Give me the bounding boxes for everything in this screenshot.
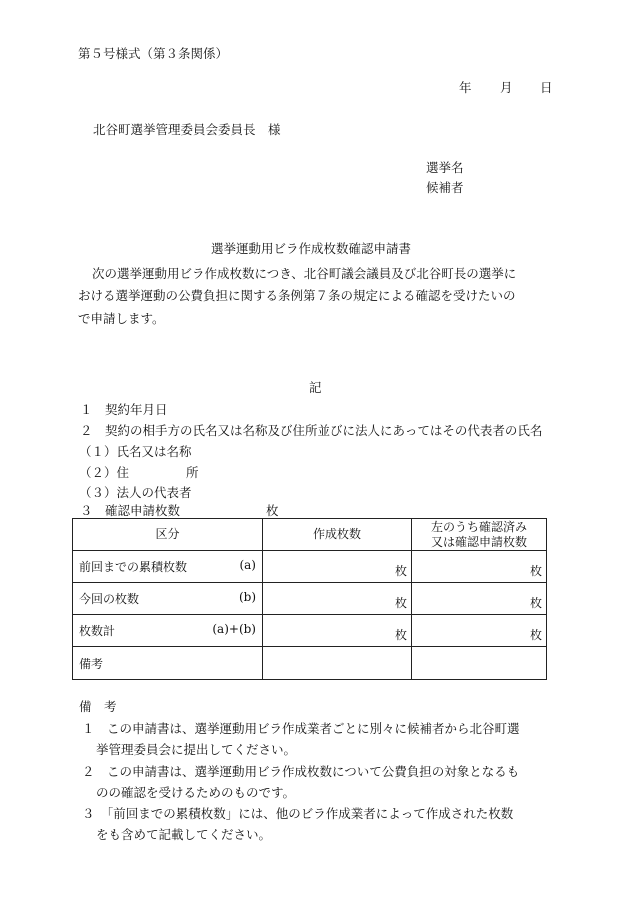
created-count-cell[interactable] [263,551,412,583]
date-day: 日 [540,80,553,95]
row-code: (a) [239,558,256,572]
remarks-cell[interactable] [412,647,547,680]
table-row [73,615,547,647]
table-header-row [73,519,547,551]
created-count-cell[interactable] [263,583,412,615]
unit-label: 枚 [529,628,542,642]
ki-heading: 記 [309,380,322,395]
date-year: 年 [459,80,472,95]
row-label-cell [73,615,263,647]
unit-label: 枚 [529,564,542,578]
note-2: ２ この申請書は、選挙運動用ビラ作成枚数について公費負担の対象となるも [82,764,520,779]
addressee: 北谷町選挙管理委員会委員長 様 [93,122,281,137]
item-contract-date: １ 契約年月日 [80,402,168,417]
unit-label: 枚 [394,564,407,578]
item-requested-count-unit: 枚 [266,503,279,518]
note-1: １ この申請書は、選挙運動用ビラ作成業者ごとに別々に候補者から北谷町選 [82,721,520,736]
sub-item-address [79,467,129,480]
candidate-label: 候補者 [426,180,464,195]
table-row [73,583,547,615]
sub-item-address-a: （２）住 [79,465,130,480]
header-created: 作成枚数 [263,519,412,551]
confirmed-count-cell[interactable] [412,551,547,583]
row-code: (b) [238,590,256,604]
row-label: 前回までの累積枚数 [79,560,188,574]
remarks-label: 備考 [73,647,263,680]
table-row [73,551,547,583]
row-code: (a)+(b) [212,622,256,636]
date-month: 月 [500,80,513,95]
remarks-row [73,647,547,680]
row-label-cell [73,583,263,615]
note-1-cont: 挙管理委員会に提出してください。 [96,742,297,757]
note-3: ３ 「前回までの累積枚数」には、他のビラ作成業者によって作成された枚数 [82,806,514,821]
confirmed-count-cell[interactable] [412,583,547,615]
body-line: おける選挙運動の公費負担に関する条例第７条の規定による確認を受けたいの [78,288,516,303]
sub-item-address-b: 所 [186,465,199,480]
notes-heading: 備 考 [79,699,117,714]
sub-item-representative: （３）法人の代表者 [79,485,192,500]
row-label-cell [73,551,263,583]
header-confirmed [412,519,547,551]
note-3-cont: をも含めて記載してください。 [96,827,272,842]
remarks-cell[interactable] [263,647,412,680]
created-count-cell[interactable] [263,615,412,647]
header-confirmed-line1: 左のうち確認済み [430,519,527,534]
note-2-cont: のの確認を受けるためのものです。 [96,785,296,800]
document-title: 選挙運動用ビラ作成枚数確認申請書 [211,241,412,256]
unit-label: 枚 [394,596,407,610]
body-line: 次の選挙運動用ビラ作成枚数につき、北谷町議会議員及び北谷町長の選挙に [92,266,517,281]
header-category: 区分 [73,519,263,551]
header-confirmed-line2: 又は確認申請枚数 [430,534,527,549]
form-number: 第５号様式（第３条関係） [78,46,229,61]
count-table [72,518,547,680]
item-contractor: ２ 契約の相手方の氏名又は名称及び住所並びに法人にあってはその代表者の氏名 [80,423,543,438]
unit-label: 枚 [529,596,542,610]
unit-label: 枚 [394,628,407,642]
body-line: で申請します。 [78,311,165,326]
confirmed-count-cell[interactable] [412,615,547,647]
item-requested-count: ３ 確認申請枚数 [80,503,181,518]
election-label: 選挙名 [426,160,464,175]
row-label: 枚数計 [79,624,116,638]
sub-item-name: （１）氏名又は名称 [79,444,192,459]
row-label: 今回の枚数 [79,592,140,606]
